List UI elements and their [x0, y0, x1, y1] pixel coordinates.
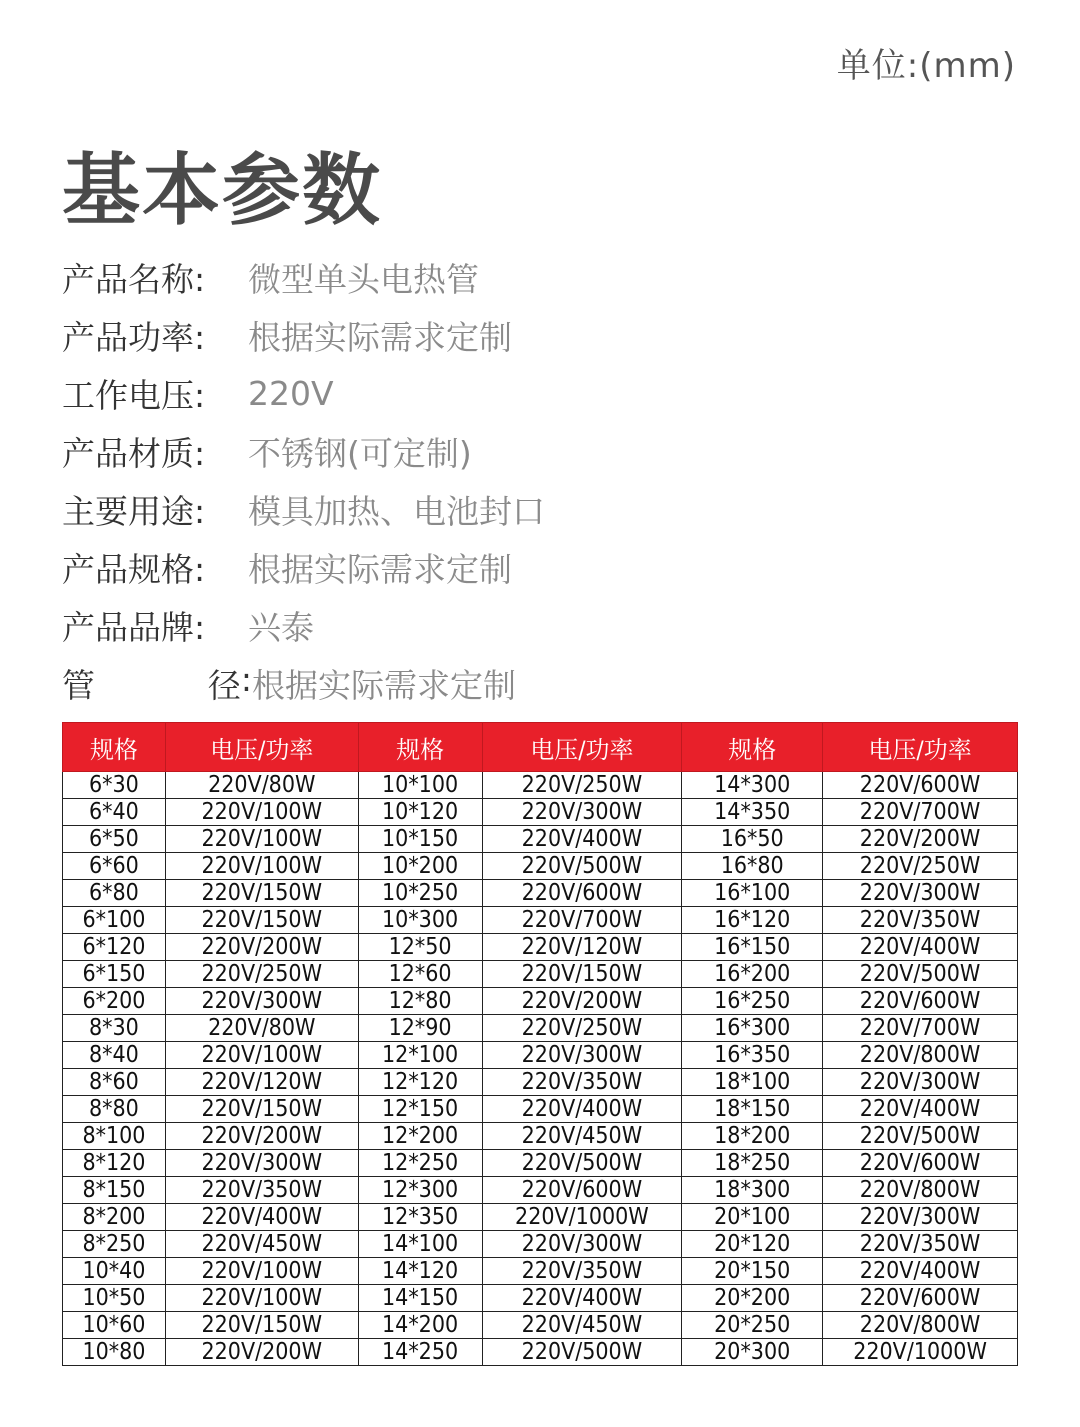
- cell-voltage-power: 220V/150W: [482, 961, 682, 988]
- cell-voltage-power: 220V/600W: [482, 1177, 682, 1204]
- cell-spec: 14*100: [358, 1231, 482, 1258]
- cell-voltage-power: 220V/150W: [165, 1312, 358, 1339]
- table-row: [63, 1312, 1018, 1339]
- cell-spec: 18*100: [682, 1069, 823, 1096]
- cell-spec: 12*300: [358, 1177, 482, 1204]
- cell-voltage-power: 220V/300W: [165, 1150, 358, 1177]
- cell-voltage-power: 220V/600W: [823, 988, 1018, 1015]
- param-label-text: 产品名称: [62, 259, 194, 299]
- cell-voltage-power: 220V/600W: [482, 880, 682, 907]
- cell-voltage-power: 220V/100W: [165, 1042, 358, 1069]
- cell-voltage-power: 220V/700W: [482, 907, 682, 934]
- cell-spec: 12*50: [358, 934, 482, 961]
- cell-spec: 8*200: [63, 1204, 166, 1231]
- cell-spec: 10*50: [63, 1285, 166, 1312]
- param-value: 220V: [248, 373, 334, 413]
- spec-table: [62, 722, 1018, 1366]
- cell-spec: 20*120: [682, 1231, 823, 1258]
- cell-voltage-power: 220V/600W: [823, 1285, 1018, 1312]
- cell-voltage-power: 220V/400W: [482, 826, 682, 853]
- cell-spec: 18*200: [682, 1123, 823, 1150]
- cell-voltage-power: 220V/300W: [482, 799, 682, 826]
- table-row: [63, 1015, 1018, 1042]
- table-row: [63, 880, 1018, 907]
- table-row: [63, 907, 1018, 934]
- cell-spec: 14*300: [682, 772, 823, 799]
- cell-voltage-power: 220V/250W: [165, 961, 358, 988]
- cell-spec: 12*90: [358, 1015, 482, 1042]
- cell-spec: 8*100: [63, 1123, 166, 1150]
- table-row: [63, 988, 1018, 1015]
- param-label: [62, 254, 248, 301]
- cell-voltage-power: 220V/450W: [482, 1312, 682, 1339]
- table-row: [63, 772, 1018, 799]
- cell-spec: 18*300: [682, 1177, 823, 1204]
- cell-spec: 8*150: [63, 1177, 166, 1204]
- cell-spec: 16*100: [682, 880, 823, 907]
- cell-spec: 10*40: [63, 1258, 166, 1285]
- param-value: 模具加热、电池封口: [248, 491, 545, 531]
- header-spec: 规格: [358, 723, 482, 772]
- cell-spec: 20*200: [682, 1285, 823, 1312]
- param-list: [62, 248, 1022, 712]
- cell-spec: 12*100: [358, 1042, 482, 1069]
- section-title: 基本参数: [62, 146, 383, 236]
- table-row: [63, 1204, 1018, 1231]
- cell-voltage-power: 220V/800W: [823, 1177, 1018, 1204]
- param-label-text: 管: [62, 665, 95, 705]
- cell-spec: 18*250: [682, 1150, 823, 1177]
- table-row: [63, 1285, 1018, 1312]
- cell-spec: 16*50: [682, 826, 823, 853]
- param-colon: :: [194, 317, 206, 357]
- cell-spec: 16*120: [682, 907, 823, 934]
- cell-voltage-power: 220V/800W: [823, 1312, 1018, 1339]
- cell-voltage-power: 220V/150W: [165, 1096, 358, 1123]
- param-value: 根据实际需求定制: [248, 549, 512, 589]
- cell-spec: 20*100: [682, 1204, 823, 1231]
- cell-spec: 16*150: [682, 934, 823, 961]
- cell-spec: 12*60: [358, 961, 482, 988]
- table-row: [63, 1231, 1018, 1258]
- cell-voltage-power: 220V/100W: [165, 799, 358, 826]
- cell-voltage-power: 220V/120W: [165, 1069, 358, 1096]
- cell-voltage-power: 220V/800W: [823, 1042, 1018, 1069]
- cell-spec: 8*120: [63, 1150, 166, 1177]
- param-label: [62, 486, 248, 533]
- param-row-diameter: [62, 654, 1022, 712]
- cell-voltage-power: 220V/500W: [482, 1339, 682, 1366]
- cell-spec: 14*120: [358, 1258, 482, 1285]
- cell-voltage-power: 220V/700W: [823, 799, 1018, 826]
- cell-voltage-power: 220V/80W: [165, 772, 358, 799]
- cell-spec: 6*50: [63, 826, 166, 853]
- cell-voltage-power: 220V/450W: [165, 1231, 358, 1258]
- cell-spec: 16*300: [682, 1015, 823, 1042]
- cell-voltage-power: 220V/500W: [482, 1150, 682, 1177]
- table-row: [63, 799, 1018, 826]
- cell-spec: 10*150: [358, 826, 482, 853]
- table-row: [63, 961, 1018, 988]
- cell-spec: 8*30: [63, 1015, 166, 1042]
- cell-voltage-power: 220V/1000W: [823, 1339, 1018, 1366]
- cell-voltage-power: 220V/200W: [823, 826, 1018, 853]
- cell-spec: 12*80: [358, 988, 482, 1015]
- cell-voltage-power: 220V/250W: [823, 853, 1018, 880]
- param-row-voltage: [62, 364, 1022, 422]
- cell-voltage-power: 220V/200W: [165, 934, 358, 961]
- table-row: [63, 853, 1018, 880]
- unit-label: 单位:(mm): [836, 46, 1016, 86]
- cell-spec: 16*200: [682, 961, 823, 988]
- cell-spec: 8*80: [63, 1096, 166, 1123]
- cell-voltage-power: 220V/400W: [823, 1096, 1018, 1123]
- cell-voltage-power: 220V/1000W: [482, 1204, 682, 1231]
- table-row: [63, 826, 1018, 853]
- cell-voltage-power: 220V/100W: [165, 826, 358, 853]
- cell-spec: 10*250: [358, 880, 482, 907]
- param-colon: :: [194, 607, 206, 647]
- table-row: [63, 1069, 1018, 1096]
- param-row-usage: [62, 480, 1022, 538]
- param-value: 不锈钢(可定制): [248, 433, 472, 473]
- cell-voltage-power: 220V/350W: [823, 1231, 1018, 1258]
- cell-voltage-power: 220V/120W: [482, 934, 682, 961]
- header-spec: 规格: [63, 723, 166, 772]
- table-row: [63, 934, 1018, 961]
- cell-spec: 8*250: [63, 1231, 166, 1258]
- cell-voltage-power: 220V/400W: [165, 1204, 358, 1231]
- param-value: 根据实际需求定制: [248, 317, 512, 357]
- cell-spec: 20*250: [682, 1312, 823, 1339]
- cell-spec: 14*250: [358, 1339, 482, 1366]
- cell-voltage-power: 220V/300W: [823, 880, 1018, 907]
- cell-voltage-power: 220V/500W: [482, 853, 682, 880]
- table-row: [63, 1150, 1018, 1177]
- cell-voltage-power: 220V/80W: [165, 1015, 358, 1042]
- header-voltage-power: 电压/功率: [165, 723, 358, 772]
- cell-spec: 10*80: [63, 1339, 166, 1366]
- cell-voltage-power: 220V/150W: [165, 880, 358, 907]
- table-row: [63, 1096, 1018, 1123]
- cell-spec: 18*150: [682, 1096, 823, 1123]
- cell-voltage-power: 220V/500W: [823, 1123, 1018, 1150]
- param-label-text: 产品品牌: [62, 607, 194, 647]
- param-label: [62, 370, 248, 417]
- cell-spec: 10*300: [358, 907, 482, 934]
- cell-voltage-power: 220V/600W: [823, 1150, 1018, 1177]
- cell-voltage-power: 220V/300W: [482, 1231, 682, 1258]
- cell-voltage-power: 220V/450W: [482, 1123, 682, 1150]
- cell-spec: 12*200: [358, 1123, 482, 1150]
- param-row-name: [62, 248, 1022, 306]
- cell-spec: 6*100: [63, 907, 166, 934]
- cell-spec: 14*350: [682, 799, 823, 826]
- table-row: [63, 1042, 1018, 1069]
- param-colon: :: [194, 491, 206, 531]
- param-label: [62, 660, 252, 707]
- cell-spec: 16*350: [682, 1042, 823, 1069]
- param-value: 根据实际需求定制: [252, 665, 516, 705]
- param-colon: :: [194, 433, 206, 473]
- cell-spec: 12*150: [358, 1096, 482, 1123]
- param-row-power: [62, 306, 1022, 364]
- cell-spec: 6*60: [63, 853, 166, 880]
- table-row: [63, 1123, 1018, 1150]
- cell-voltage-power: 220V/300W: [165, 988, 358, 1015]
- cell-spec: 10*60: [63, 1312, 166, 1339]
- spec-table-header: [63, 723, 1018, 772]
- param-value: 兴泰: [248, 607, 314, 647]
- header-voltage-power: 电压/功率: [482, 723, 682, 772]
- cell-voltage-power: 220V/400W: [482, 1285, 682, 1312]
- param-label-text: 径: [207, 665, 241, 705]
- cell-spec: 6*150: [63, 961, 166, 988]
- cell-voltage-power: 220V/300W: [823, 1204, 1018, 1231]
- spec-table-body: [63, 772, 1018, 1366]
- param-label: [62, 544, 248, 591]
- table-row: [63, 1339, 1018, 1366]
- cell-spec: 14*150: [358, 1285, 482, 1312]
- cell-voltage-power: 220V/400W: [823, 934, 1018, 961]
- table-row: [63, 1258, 1018, 1285]
- cell-voltage-power: 220V/200W: [165, 1339, 358, 1366]
- cell-spec: 20*150: [682, 1258, 823, 1285]
- cell-voltage-power: 220V/300W: [482, 1042, 682, 1069]
- cell-voltage-power: 220V/200W: [482, 988, 682, 1015]
- cell-voltage-power: 220V/350W: [482, 1069, 682, 1096]
- cell-voltage-power: 220V/350W: [482, 1258, 682, 1285]
- cell-voltage-power: 220V/700W: [823, 1015, 1018, 1042]
- cell-spec: 10*100: [358, 772, 482, 799]
- cell-spec: 16*80: [682, 853, 823, 880]
- cell-voltage-power: 220V/400W: [823, 1258, 1018, 1285]
- cell-voltage-power: 220V/300W: [823, 1069, 1018, 1096]
- param-label-text: 工作电压: [62, 375, 194, 415]
- cell-spec: 12*250: [358, 1150, 482, 1177]
- cell-spec: 6*120: [63, 934, 166, 961]
- cell-spec: 6*200: [63, 988, 166, 1015]
- cell-voltage-power: 220V/250W: [482, 1015, 682, 1042]
- cell-voltage-power: 220V/150W: [165, 907, 358, 934]
- param-colon: :: [194, 549, 206, 589]
- cell-voltage-power: 220V/100W: [165, 853, 358, 880]
- param-colon: :: [194, 375, 206, 415]
- cell-voltage-power: 220V/200W: [165, 1123, 358, 1150]
- cell-spec: 10*120: [358, 799, 482, 826]
- cell-voltage-power: 220V/100W: [165, 1285, 358, 1312]
- param-label: [62, 312, 248, 359]
- param-label-text: 主要用途: [62, 491, 194, 531]
- param-row-spec: [62, 538, 1022, 596]
- cell-spec: 12*350: [358, 1204, 482, 1231]
- cell-spec: 8*40: [63, 1042, 166, 1069]
- table-row: [63, 1177, 1018, 1204]
- cell-voltage-power: 220V/250W: [482, 772, 682, 799]
- param-label: [62, 602, 248, 649]
- cell-voltage-power: 220V/600W: [823, 772, 1018, 799]
- cell-spec: 12*120: [358, 1069, 482, 1096]
- param-colon: :: [194, 259, 206, 299]
- param-row-brand: [62, 596, 1022, 654]
- cell-spec: 20*300: [682, 1339, 823, 1366]
- header-voltage-power: 电压/功率: [823, 723, 1018, 772]
- header-spec: 规格: [682, 723, 823, 772]
- cell-spec: 10*200: [358, 853, 482, 880]
- param-label-text: 产品规格: [62, 549, 194, 589]
- cell-spec: 6*40: [63, 799, 166, 826]
- param-label: [62, 428, 248, 475]
- cell-voltage-power: 220V/350W: [823, 907, 1018, 934]
- cell-voltage-power: 220V/100W: [165, 1258, 358, 1285]
- cell-spec: 14*200: [358, 1312, 482, 1339]
- param-colon: :: [240, 659, 252, 699]
- param-label-text: 产品功率: [62, 317, 194, 357]
- param-value: 微型单头电热管: [248, 259, 479, 299]
- cell-spec: 6*80: [63, 880, 166, 907]
- param-row-material: [62, 422, 1022, 480]
- cell-voltage-power: 220V/400W: [482, 1096, 682, 1123]
- cell-spec: 16*250: [682, 988, 823, 1015]
- cell-spec: 6*30: [63, 772, 166, 799]
- param-label-text: 产品材质: [62, 433, 194, 473]
- cell-spec: 8*60: [63, 1069, 166, 1096]
- cell-voltage-power: 220V/500W: [823, 961, 1018, 988]
- cell-voltage-power: 220V/350W: [165, 1177, 358, 1204]
